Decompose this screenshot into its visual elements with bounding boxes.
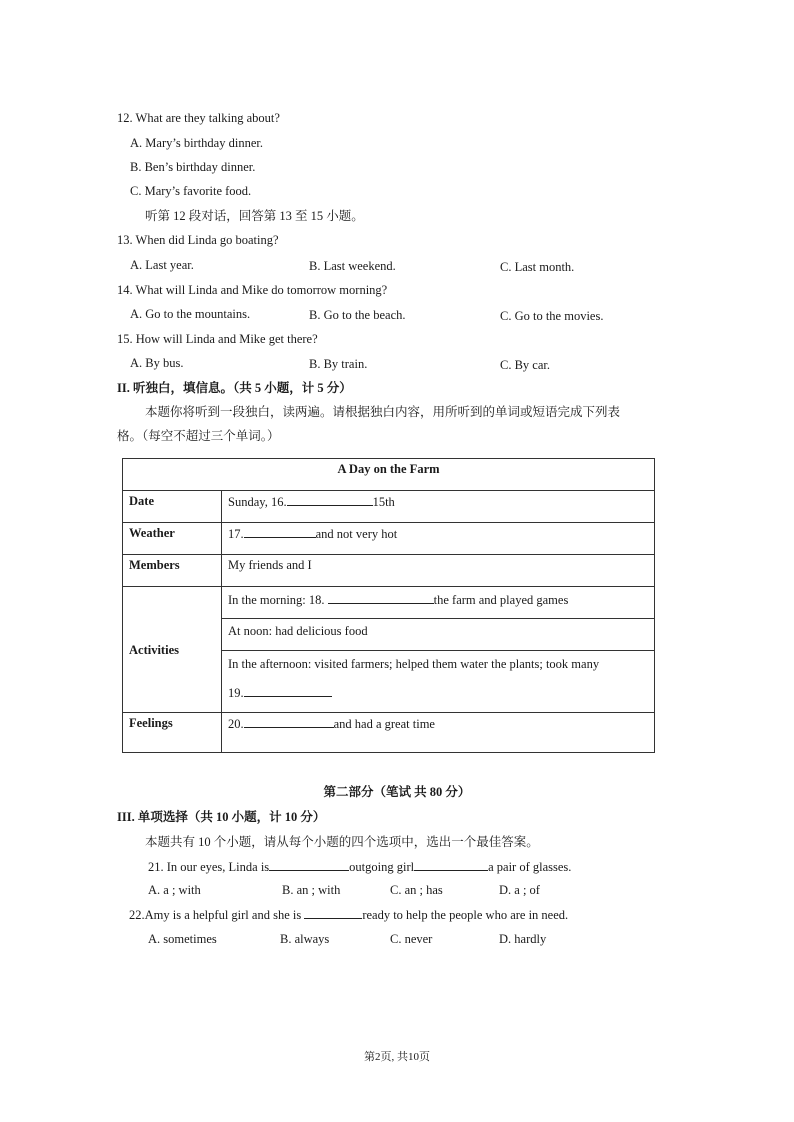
q21-blank-2 (414, 858, 488, 871)
date-suffix: 15th (372, 495, 395, 509)
question-13: 13. When did Linda go boating? (117, 233, 279, 247)
weather-label: Weather (123, 523, 222, 555)
q22-blank (304, 906, 362, 919)
activities-label: Activities (123, 587, 222, 713)
q21-option-c: C. an ; has (390, 883, 443, 897)
weather-suffix: and not very hot (315, 527, 398, 541)
blank-17 (244, 525, 316, 538)
q21-part2: outgoing girl (349, 860, 415, 874)
afternoon-activity: In the afternoon: visited farmers; helped them water the plants; took many (228, 657, 600, 671)
farm-info-table (122, 458, 655, 753)
date-label: Date (123, 491, 222, 523)
q13-option-a: A. Last year. (130, 258, 194, 272)
afternoon-blank-line (228, 684, 648, 701)
noon-activity: At noon: had delicious food (222, 619, 655, 651)
blank-20 (244, 715, 334, 728)
section-3-instruction: 本题共有 10 个小题，请从每个小题的四个选项中，选出一个最佳答案。 (145, 835, 539, 849)
q22-option-c: C. never (390, 932, 433, 946)
section-2-heading: II. 听独白，填信息。（共 5 小题，计 5 分） (117, 381, 352, 395)
question-15: 15. How will Linda and Mike get there? (117, 332, 318, 346)
q14-option-b: B. Go to the beach. (309, 308, 406, 322)
morning-prefix: In the morning: 18. (228, 593, 325, 607)
q12-option-b: B. Ben’s birthday dinner. (130, 160, 256, 174)
q13-option-c: C. Last month. (500, 260, 575, 274)
morning-suffix: the farm and played games (433, 593, 569, 607)
members-label: Members (123, 555, 222, 587)
question-14: 14. What will Linda and Mike do tomorrow morning? (117, 283, 388, 297)
blank-19 (244, 684, 332, 697)
q22-part2: ready to help the people who are in need. (362, 908, 569, 922)
q22-part1: 22.Amy is a helpful girl and she is (129, 908, 302, 922)
section-2-instruction-line2: 格。（每空不超过三个单词。） (117, 429, 280, 443)
q12-option-a: A. Mary’s birthday dinner. (130, 136, 263, 150)
weather-cell (222, 523, 655, 555)
feelings-cell (222, 713, 655, 753)
q13-option-b: B. Last weekend. (309, 259, 396, 273)
afternoon-q-number: 19. (228, 686, 244, 700)
q21-option-d: D. a ; of (499, 883, 540, 897)
blank-16 (287, 493, 373, 506)
q14-option-a: A. Go to the mountains. (130, 307, 251, 321)
blank-18 (328, 591, 434, 604)
question-21 (148, 858, 571, 875)
instruction-dialogue-12: 听第 12 段对话，回答第 13 至 15 小题。 (145, 209, 364, 223)
q21-option-a: A. a ; with (148, 883, 201, 897)
feelings-label: Feelings (123, 713, 222, 753)
afternoon-cell (222, 651, 655, 713)
q22-option-d: D. hardly (499, 932, 547, 946)
question-22 (129, 906, 568, 923)
q21-part3: a pair of glasses. (488, 860, 572, 874)
members-value: My friends and I (222, 555, 655, 587)
section-3-heading: III. 单项选择（共 10 小题，计 10 分） (117, 810, 326, 824)
date-prefix: Sunday, 16. (228, 495, 287, 509)
q12-option-c: C. Mary’s favorite food. (130, 184, 252, 198)
q21-blank-1 (269, 858, 349, 871)
q14-option-c: C. Go to the movies. (500, 309, 604, 323)
part-2-title: 第二部分（笔试 共 80 分） (323, 785, 471, 799)
q15-option-b: B. By train. (309, 357, 368, 371)
q15-option-c: C. By car. (500, 358, 550, 372)
q22-option-a: A. sometimes (148, 932, 217, 946)
weather-prefix: 17. (228, 527, 244, 541)
q22-option-b: B. always (280, 932, 330, 946)
q15-option-a: A. By bus. (130, 356, 184, 370)
page-footer: 第2页, 共10页 (364, 1051, 430, 1063)
feelings-prefix: 20. (228, 717, 244, 731)
morning-cell (222, 587, 655, 619)
question-12: 12. What are they talking about? (117, 111, 280, 125)
q21-option-b: B. an ; with (282, 883, 341, 897)
date-cell (222, 491, 655, 523)
q21-part1: 21. In our eyes, Linda is (148, 860, 270, 874)
table-title: A Day on the Farm (123, 459, 655, 491)
section-2-instruction-line1: 本题你将听到一段独白，读两遍。请根据独白内容，用所听到的单词或短语完成下列表 (145, 405, 621, 419)
feelings-suffix: and had a great time (333, 717, 435, 731)
